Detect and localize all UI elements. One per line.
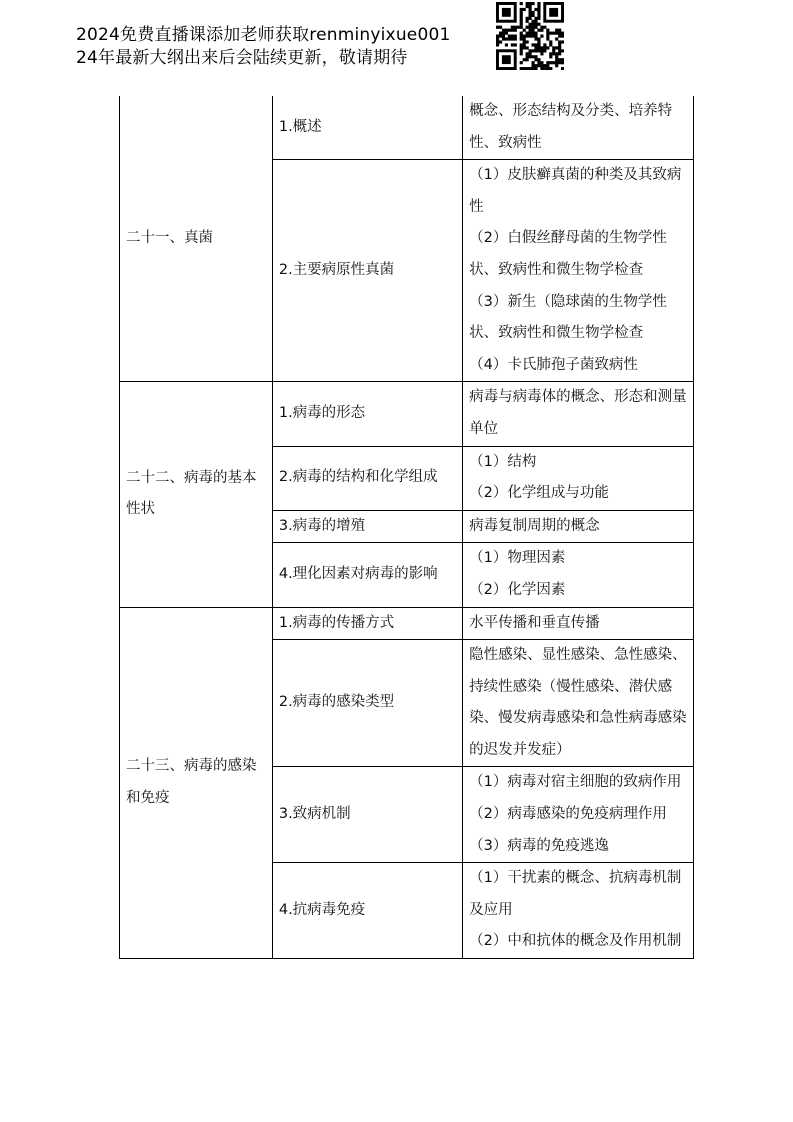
- promo-line-2: 24年最新大纲出来后会陆续更新，敬请期待: [76, 48, 408, 68]
- promo-line-1: 2024免费直播课添加老师获取renminyixue001: [76, 25, 451, 45]
- subsection-title: 1.病毒的形态: [272, 382, 462, 446]
- subsection-title: 3.病毒的增殖: [272, 510, 462, 543]
- subsection-title: 2.病毒的感染类型: [272, 640, 462, 767]
- content-item: （1）物理因素: [469, 550, 566, 567]
- promo-header: [76, 24, 496, 70]
- content-cell: [463, 607, 694, 640]
- table-row: [120, 96, 694, 160]
- content-item: 病毒与病毒体的概念、形态和测量单位: [469, 389, 687, 437]
- content-cell: [463, 96, 694, 160]
- content-item: 概念、形态结构及分类、培养特性、致病性: [469, 103, 673, 151]
- content-item: （1）干扰素的概念、抗病毒机制及应用: [469, 870, 682, 918]
- content-item: （4）卡氏肺孢子菌致病性: [469, 356, 638, 373]
- content-item: （3）病毒的免疫逃逸: [469, 837, 609, 854]
- content-item: （1）结构: [469, 453, 537, 470]
- content-item: （2）化学因素: [469, 581, 566, 598]
- subsection-title: 4.抗病毒免疫: [272, 863, 462, 959]
- content-item: （1）皮肤癣真菌的种类及其致病性: [469, 167, 682, 215]
- subsection-title: 3.致病机制: [272, 767, 462, 863]
- table-row: [120, 607, 694, 640]
- content-cell: [463, 767, 694, 863]
- content-item: 水平传播和垂直传播: [469, 614, 600, 631]
- content-item: （2）病毒感染的免疫病理作用: [469, 806, 667, 823]
- subsection-title: 2.病毒的结构和化学组成: [272, 446, 462, 510]
- content-item: （3）新生（隐球菌的生物学性状、致病性和微生物学检查: [469, 293, 667, 342]
- table-row: [120, 382, 694, 446]
- subsection-title: 1.概述: [272, 96, 462, 160]
- syllabus-table: [119, 96, 694, 959]
- content-item: （1）病毒对宿主细胞的致病作用: [469, 774, 682, 791]
- subsection-title: 4.理化因素对病毒的影响: [272, 543, 462, 607]
- content-cell: [463, 640, 694, 767]
- subsection-title: 2.主要病原性真菌: [272, 160, 462, 382]
- content-cell: [463, 510, 694, 543]
- section-title: 二十二、病毒的基本性状: [120, 382, 273, 607]
- content-item: 病毒复制周期的概念: [469, 517, 600, 534]
- content-item: （2）白假丝酵母菌的生物学性状、致病性和微生物学检查: [469, 230, 667, 278]
- qr-code-icon: [496, 2, 564, 70]
- content-item: （2）化学组成与功能: [469, 485, 609, 502]
- content-cell: [463, 382, 694, 446]
- section-title: 二十三、病毒的感染和免疫: [120, 607, 273, 959]
- subsection-title: 1.病毒的传播方式: [272, 607, 462, 640]
- content-cell: [463, 160, 694, 382]
- content-cell: [463, 446, 694, 510]
- content-cell: [463, 543, 694, 607]
- content-item: 隐性感染、显性感染、急性感染、持续性感染（慢性感染、潜伏感染、慢发病毒感染和急性病毒感染的迟发并发症）: [469, 647, 687, 758]
- content-cell: [463, 863, 694, 959]
- content-item: （2）中和抗体的概念及作用机制: [469, 933, 682, 950]
- section-title: 二十一、真菌: [120, 96, 273, 382]
